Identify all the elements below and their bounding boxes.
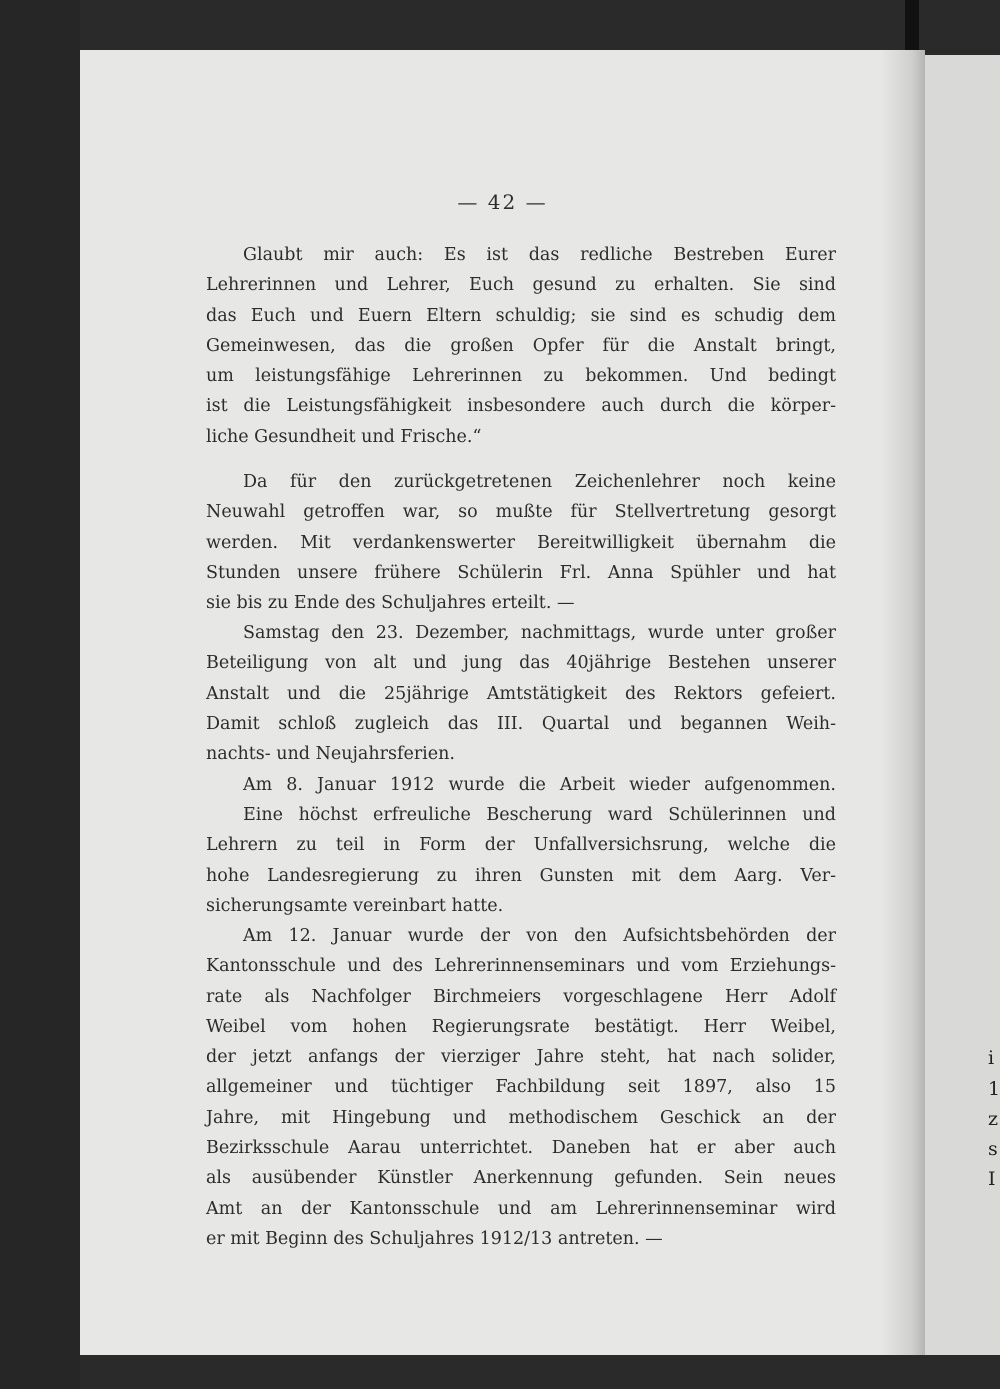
- text-line: Am 8. Januar 1912 wurde die Arbeit wieder aufgenommen.: [243, 775, 836, 795]
- page-gutter-shadow: [880, 50, 925, 1355]
- scan-clip-mark: [905, 0, 919, 50]
- text-line: Stunden unsere frühere Schülerin Frl. Anna Spühler und hat: [206, 562, 836, 583]
- page-number: — 42 —: [457, 190, 548, 214]
- text-line: Eine höchst erfreuliche Bescherung ward Schülerinnen und: [243, 805, 836, 825]
- book-page: [80, 50, 925, 1355]
- margin-fragment: s: [988, 1138, 998, 1160]
- adjacent-page-edge: [925, 55, 1000, 1355]
- margin-fragment: z: [988, 1108, 999, 1130]
- text-line: Lehrern zu teil in Form der Unfallversichsrung, welche die: [206, 835, 836, 856]
- paragraph-zeichenlehrer: [206, 467, 836, 618]
- text-line: Bezirksschule Aarau unterrichtet. Daneben hat er aber auch: [206, 1138, 836, 1159]
- text-line: Anstalt und die 25jährige Amtstätigkeit des Rektors gefeiert.: [206, 683, 836, 704]
- paragraph-quote-end: [206, 240, 836, 452]
- paragraph-samstag: [206, 618, 836, 769]
- text-line: hohe Landesregierung zu ihren Gunsten mit dem Aarg. Ver-: [206, 865, 836, 886]
- text-line: liche Gesundheit und Frische.“: [206, 426, 482, 447]
- text-line: Damit schloß zugleich das III. Quartal und begannen Weih-: [206, 713, 836, 734]
- text-line: Gemeinwesen, das die großen Opfer für die Anstalt bringt,: [206, 335, 836, 356]
- paragraph-weibel: [206, 921, 836, 1254]
- text-line: Kantonsschule und des Lehrerinnenseminars und vom Erziehungs-: [206, 956, 836, 977]
- text-line: Samstag den 23. Dezember, nachmittags, wurde unter großer: [243, 623, 836, 643]
- text-line: Amt an der Kantonsschule und am Lehrerinnenseminar wird: [206, 1198, 836, 1219]
- margin-fragment: 1: [988, 1078, 1000, 1100]
- text-line: Jahre, mit Hingebung und methodischem Geschick an der: [206, 1107, 836, 1128]
- text-line: der jetzt anfangs der vierziger Jahre steht, hat nach solider,: [206, 1047, 836, 1068]
- paragraph-bescherung: [206, 800, 836, 921]
- text-line: sicherungsamte vereinbart hatte.: [206, 895, 504, 916]
- text-line: Beteiligung von alt und jung das 40jährige Bestehen unserer: [206, 653, 836, 674]
- text-line: sie bis zu Ende des Schuljahres erteilt. —: [206, 593, 575, 614]
- text-line: das Euch und Euern Eltern schuldig; sie sind es schudig dem: [206, 305, 836, 326]
- text-line: ist die Leistungsfähigkeit insbesondere auch durch die körper-: [206, 396, 836, 417]
- text-line: allgemeiner und tüchtiger Fachbildung seit 1897, also 15: [206, 1077, 836, 1098]
- scan-background-left: [0, 0, 80, 1389]
- text-line: nachts- und Neujahrsferien.: [206, 744, 455, 765]
- margin-fragment: i: [988, 1047, 995, 1069]
- text-line: um leistungsfähige Lehrerinnen zu bekommen. Und bedingt: [206, 366, 836, 387]
- text-line: er mit Beginn des Schuljahres 1912/13 antreten. —: [206, 1228, 663, 1249]
- text-line: Glaubt mir auch: Es ist das redliche Bestreben Eurer: [243, 245, 836, 265]
- text-line: Lehrerinnen und Lehrer, Euch gesund zu erhalten. Sie sind: [206, 275, 836, 296]
- text-line: Da für den zurückgetretenen Zeichenlehrer noch keine: [243, 472, 836, 492]
- text-line: werden. Mit verdankenswerter Bereitwilligkeit übernahm die: [206, 532, 836, 553]
- paragraph-januar: [206, 770, 836, 800]
- margin-fragment: I: [988, 1168, 996, 1190]
- text-line: Neuwahl getroffen war, so mußte für Stellvertretung gesorgt: [206, 502, 836, 523]
- text-line: Am 12. Januar wurde der von den Aufsichtsbehörden der: [243, 926, 836, 946]
- text-line: als ausübender Künstler Anerkennung gefunden. Sein neues: [206, 1168, 836, 1189]
- text-line: rate als Nachfolger Birchmeiers vorgeschlagene Herr Adolf: [206, 986, 836, 1007]
- text-line: Weibel vom hohen Regierungsrate bestätigt. Herr Weibel,: [206, 1016, 836, 1037]
